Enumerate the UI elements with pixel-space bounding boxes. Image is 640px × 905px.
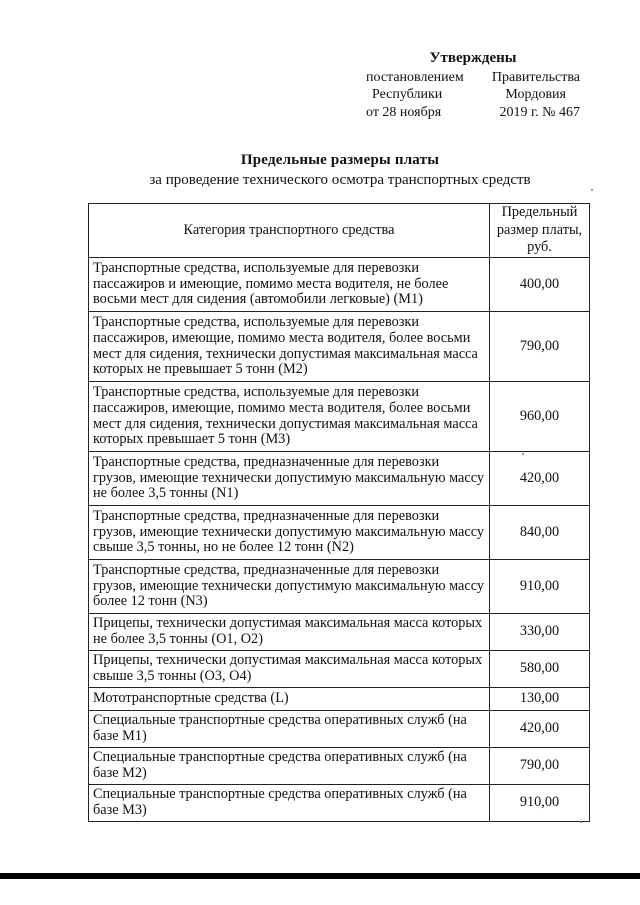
- approval-title: Утверждены: [429, 50, 517, 66]
- category-cell: Мототранспортные средства (L): [89, 688, 490, 711]
- approval-stamp: [366, 50, 580, 121]
- fee-cell: 580,00: [490, 651, 590, 688]
- header-fee: Предельный размер платы, руб.: [490, 204, 590, 258]
- fee-table-body: [89, 258, 590, 822]
- category-cell: Транспортные средства, предназначенные для перевозки грузов, имеющие технически допустимую максимальную массу не более 3,5 тонны (N1): [89, 452, 490, 506]
- table-row: [89, 785, 590, 822]
- approval-line-3: [366, 104, 580, 122]
- category-cell: Транспортные средства, используемые для перевозки пассажиров, имеющие, помимо места водителя, более восьми мест для сидения, технически допустимая максимальная масса которых превышает 5 тонн (М3): [89, 382, 490, 452]
- fee-table: [88, 203, 590, 822]
- fee-cell: 840,00: [490, 506, 590, 560]
- document-subtitle: за проведение технического осмотра транспортных средств: [149, 172, 531, 188]
- fee-cell: 910,00: [490, 785, 590, 822]
- scan-speck: [580, 821, 582, 823]
- table-row: [89, 688, 590, 711]
- scan-speck: [522, 453, 524, 455]
- table-row: [89, 614, 590, 651]
- scan-edge-bar: [0, 873, 640, 879]
- category-cell: Прицепы, технически допустимая максимальная масса которых не более 3,5 тонны (О1, О2): [89, 614, 490, 651]
- table-row: [89, 560, 590, 614]
- table-row: [89, 748, 590, 785]
- fee-cell: 330,00: [490, 614, 590, 651]
- fee-cell: 910,00: [490, 560, 590, 614]
- fee-cell: 960,00: [490, 382, 590, 452]
- scan-speck: [591, 189, 593, 191]
- category-cell: Прицепы, технически допустимая максимальная масса которых свыше 3,5 тонны (О3, О4): [89, 651, 490, 688]
- approval-line-2: [366, 86, 580, 104]
- approval-line-2-left: Республики: [372, 87, 443, 102]
- table-row: [89, 258, 590, 312]
- fee-cell: 400,00: [490, 258, 590, 312]
- category-cell: Специальные транспортные средства оперативных служб (на базе М2): [89, 748, 490, 785]
- category-cell: Транспортные средства, используемые для перевозки пассажиров, имеющие, помимо места водителя, более восьми мест для сидения, технически допустимая максимальная масса которых не превышает 5 тонн (М2): [89, 312, 490, 382]
- fee-cell: 790,00: [490, 312, 590, 382]
- fee-cell: 130,00: [490, 688, 590, 711]
- fee-cell: 420,00: [490, 711, 590, 748]
- fee-cell: 790,00: [490, 748, 590, 785]
- header-category: Категория транспортного средства: [89, 204, 490, 258]
- category-cell: Специальные транспортные средства оперативных служб (на базе М3): [89, 785, 490, 822]
- approval-line-1-right: Правительства: [491, 69, 580, 85]
- approval-line-2-right: Мордовия: [505, 87, 566, 102]
- table-row: [89, 711, 590, 748]
- fee-table-header: [89, 204, 590, 258]
- category-cell: Транспортные средства, используемые для перевозки пассажиров и имеющие, помимо места водителя, не более восьми мест для сидения (автомобили легковые) (M1): [89, 258, 490, 312]
- table-row: [89, 312, 590, 382]
- approval-line-1: [366, 69, 580, 87]
- category-cell: Транспортные средства, предназначенные для перевозки грузов, имеющие технически допустимую максимальную массу свыше 3,5 тонны, но не более 12 тонн (N2): [89, 506, 490, 560]
- document-title: Предельные размеры платы: [240, 152, 440, 168]
- approval-line-1-left: постановлением: [366, 69, 464, 85]
- table-row: [89, 382, 590, 452]
- category-cell: Специальные транспортные средства оперативных служб (на базе М1): [89, 711, 490, 748]
- table-row: [89, 651, 590, 688]
- approval-number: 2019 г. № 467: [499, 104, 580, 120]
- approval-date: от 28 ноября: [366, 104, 442, 120]
- table-row: [89, 506, 590, 560]
- category-cell: Транспортные средства, предназначенные для перевозки грузов, имеющие технически допустимую максимальную массу более 12 тонн (N3): [89, 560, 490, 614]
- fee-cell: 420,00: [490, 452, 590, 506]
- table-row: [89, 452, 590, 506]
